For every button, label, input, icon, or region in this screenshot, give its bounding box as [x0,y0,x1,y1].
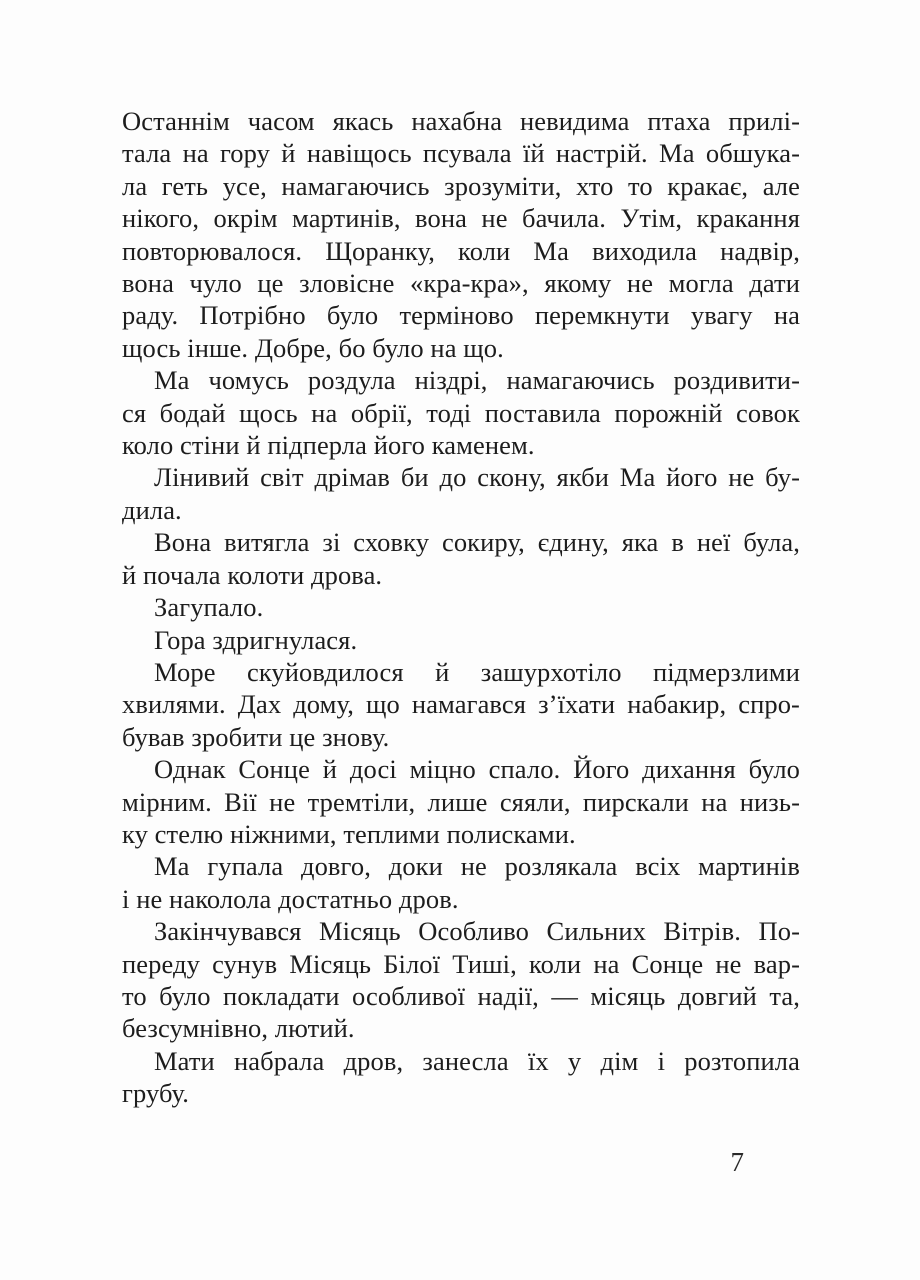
text-line: то було покладати особливої надії, — місяць довгий та, [122,980,800,1011]
page-text [122,105,800,1110]
page-number: 7 [730,1147,744,1177]
text-line: мірним. Вії не тремтіли, лише сяяли, пирскали на низь- [122,786,800,817]
text-line: Гора здригнулася. [154,624,358,655]
text-line: Закінчувався Місяць Особливо Сильних Вітрів. По- [154,916,800,947]
text-line: бував зробити це знову. [122,721,390,752]
text-line: Мати набрала дров, занесла їх у дім і розтопила [154,1045,800,1076]
text-line: тала на гору й навіщось псувала їй настрій. Ма обшука- [122,138,800,169]
text-line: нікого, окрім мартинів, вона не бачила. Утім, кракання [122,203,800,234]
text-line: Вона витягла зі сховку сокиру, єдину, яка в неї була, [154,527,800,558]
text-line: вона чуло це зловісне «кра-кра», якому не могла дати [122,268,800,299]
text-line: й почала колоти дрова. [122,559,383,590]
text-line: ку стелю ніжними, теплими полисками. [122,818,576,849]
text-line: грубу. [122,1078,189,1109]
text-line: і не наколола достатньо дров. [122,883,459,914]
text-line: Лінивий світ дрімав би до скону, якби Ма його не бу- [154,462,800,493]
text-line: Однак Сонце й досі міцно спало. Його дихання було [154,754,800,785]
text-line: ла геть усе, намагаючись зрозуміти, хто то кракає, але [122,170,800,201]
text-line: Ма чомусь роздула ніздрі, намагаючись роздивити- [154,365,800,396]
text-line: дила. [122,494,182,525]
text-line: хвилями. Дах дому, що намагався з’їхати набакир, спро- [122,689,800,720]
text-line: щось інше. Добре, бо було на що. [122,332,504,363]
text-line: переду сунув Місяць Білої Тиші, коли на Сонце не вар- [122,948,800,979]
text-line: раду. Потрібно було терміново перемкнути увагу на [122,300,800,331]
text-line: Загупало. [154,592,264,623]
text-line: Ма гупала довго, доки не розлякала всіх мартинів [154,851,800,882]
text-line: Останнім часом якась нахабна невидима птаха прилі- [122,106,800,136]
text-line: повторювалося. Щоранку, коли Ма виходила надвір, [122,235,800,266]
text-line: коло стіни й підперла його каменем. [122,430,535,461]
text-line: ся бодай щось на обрії, тоді поставила порожній совок [122,397,800,428]
text-line: безсумнівно, лютий. [122,1013,355,1044]
text-line: Море скуйовдилося й зашурхотіло підмерзлими [154,656,800,687]
